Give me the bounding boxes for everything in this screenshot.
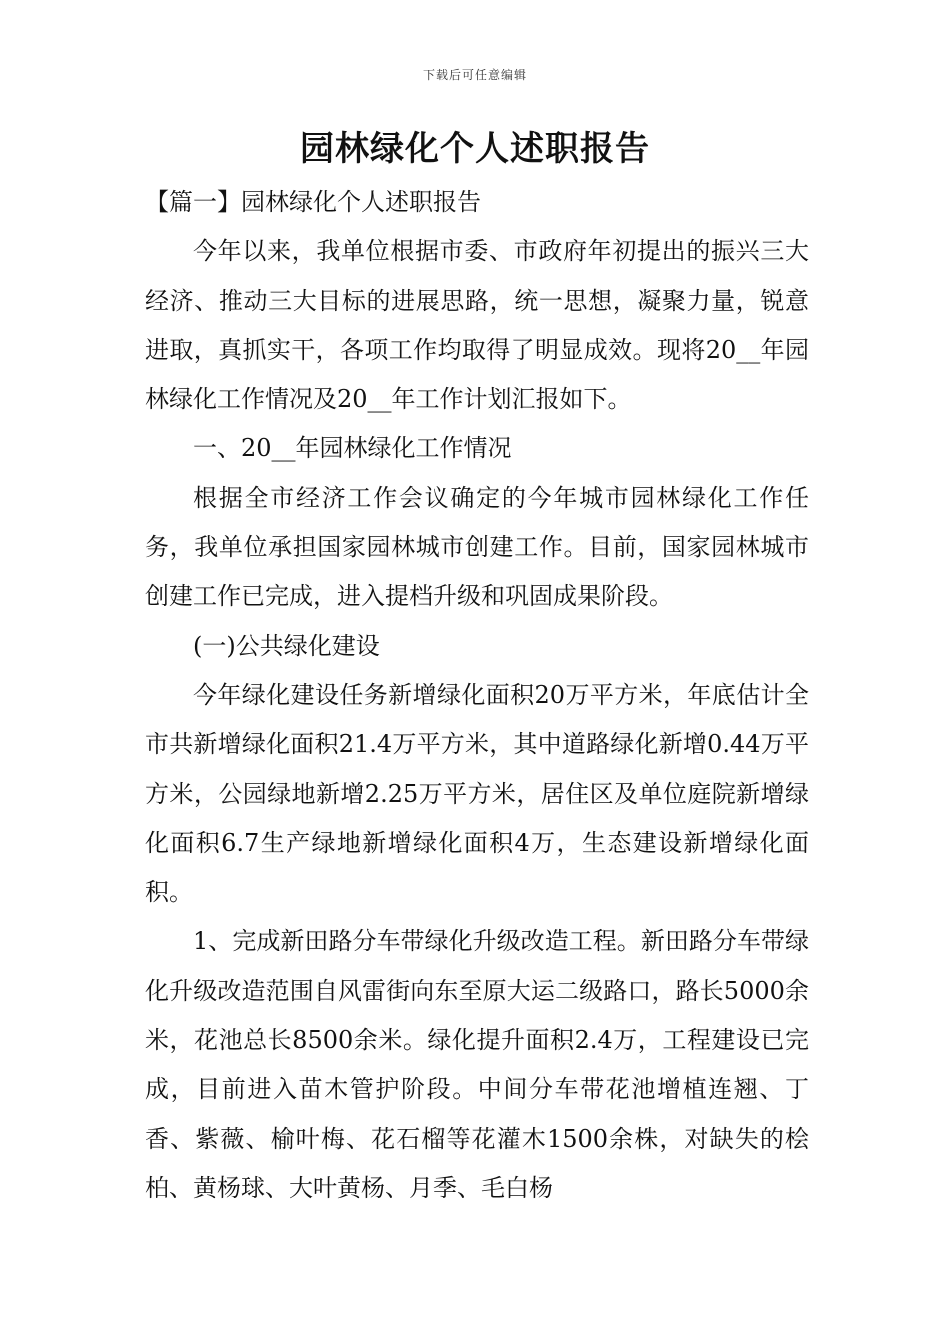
section-label: 【篇一】园林绿化个人述职报告	[145, 188, 481, 216]
heading-work-status: 一、20__年园林绿化工作情况	[193, 434, 512, 463]
paragraph-intro: 今年以来，我单位根据市委、市政府年初提出的振兴三大经济、推动三大目标的进展思路，统一思想，凝聚力量，锐意进取，真抓实干，各项工作均取得了明显成效。现将20__年园林绿化工作情况及20__年工作计划汇报如下。	[145, 237, 809, 414]
document-title: 园林绿化个人述职报告	[300, 129, 650, 169]
document-body	[145, 178, 809, 1213]
heading-public-greening: (一)公共绿化建设	[193, 631, 380, 660]
paragraph-task: 根据全市经济工作会议确定的今年城市园林绿化工作任务，我单位承担国家园林城市创建工作。目前，国家园林城市创建工作已完成，进入提档升级和巩固成果阶段。	[145, 483, 809, 611]
header-note: 下载后可任意编辑	[422, 68, 527, 82]
paragraph-greening-area: 今年绿化建设任务新增绿化面积20万平方米，年底估计全市共新增绿化面积21.4万平方米，其中道路绿化新增0.44万平方米，公园绿地新增2.25万平方米，居住区及单位庭院新增绿化面积6.7生产绿地新增绿化面积4万，生态建设新增绿化面积。	[145, 680, 809, 907]
paragraph-xintian-road: 1、完成新田路分车带绿化升级改造工程。新田路分车带绿化升级改造范围自风雷街向东至原大运二级路口，路长5000余米，花池总长8500余米。绿化提升面积2.4万，工程建设已完成，目前进入苗木管护阶段。中间分车带花池增植连翘、丁香、紫薇、榆叶梅、花石榴等花灌木1500余株，对缺失的桧柏、黄杨球、大叶黄杨、月季、毛白杨	[145, 927, 809, 1202]
